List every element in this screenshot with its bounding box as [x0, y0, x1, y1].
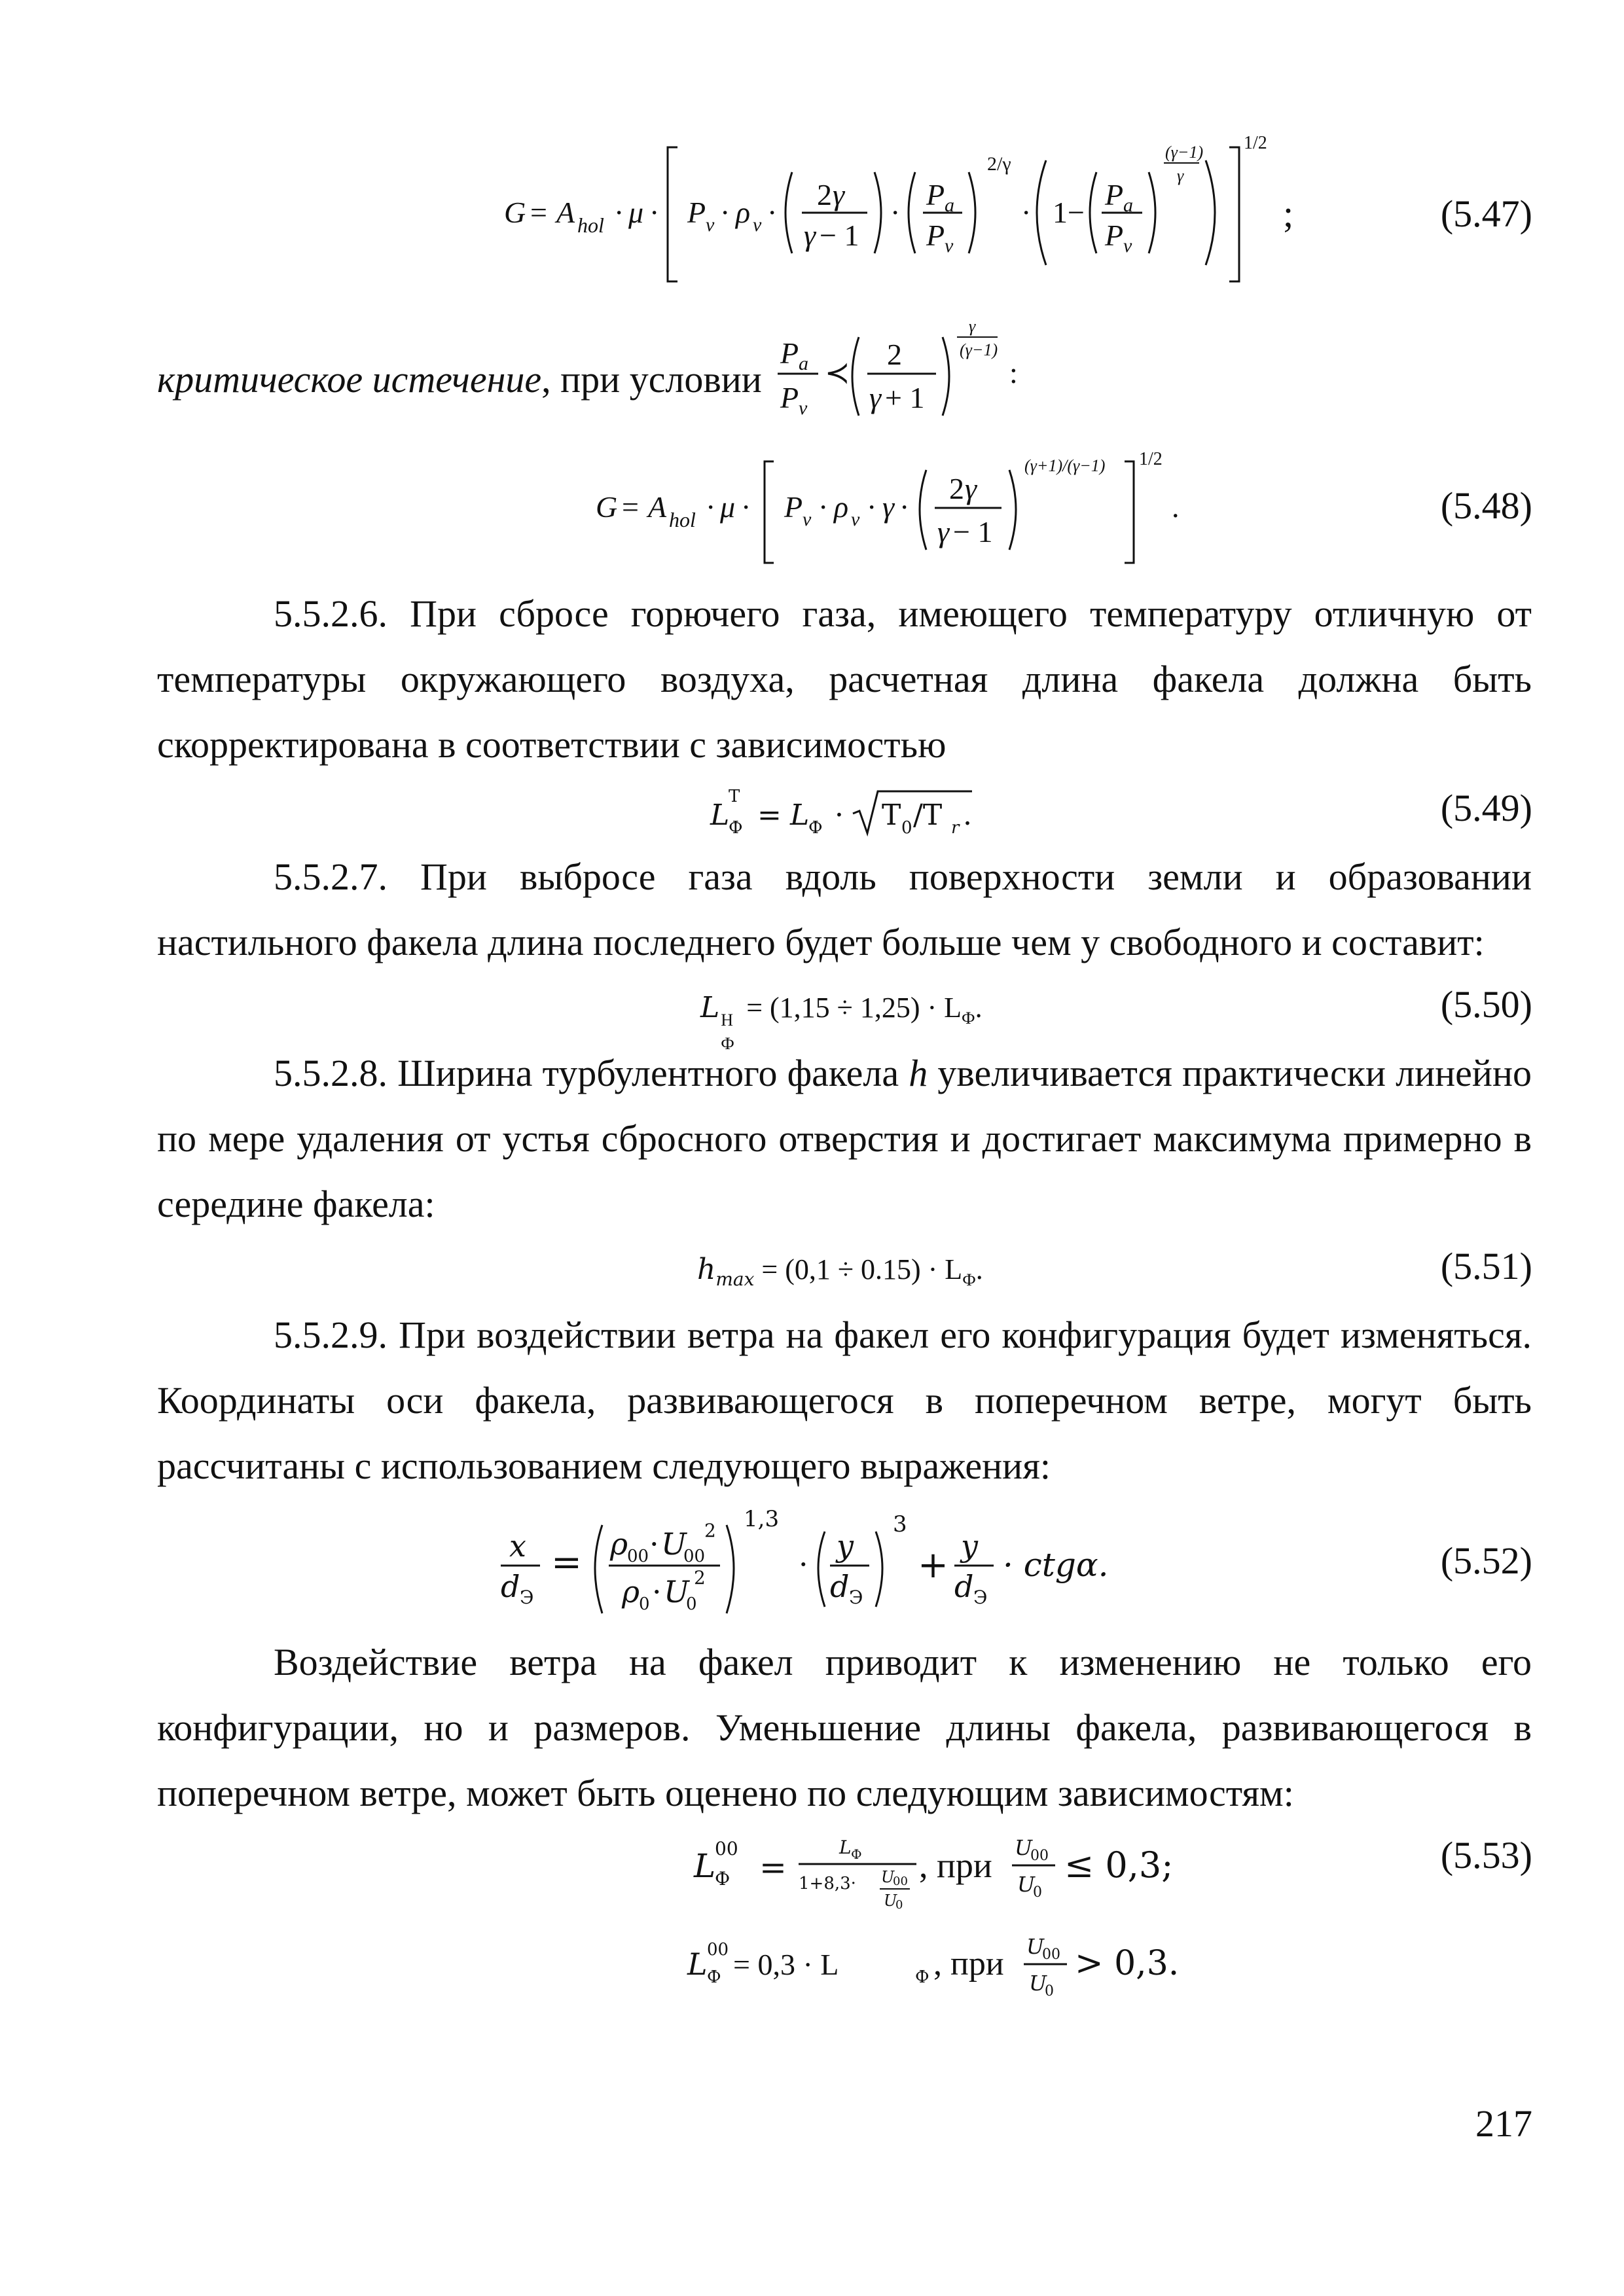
svg-text:L: L: [790, 798, 810, 832]
formula-5-48: [596, 449, 1185, 569]
svg-text:γ: γ: [804, 219, 816, 252]
f54-cmp: > 0,3.: [1075, 1944, 1180, 1983]
svg-text:P: P: [1105, 219, 1124, 252]
svg-text:L: L: [710, 798, 730, 832]
svg-text:ρ: ρ: [610, 1526, 628, 1562]
svg-text:0: 0: [895, 1898, 903, 1912]
paragraph-wind: [157, 1630, 1532, 1826]
svg-text:U: U: [664, 1574, 689, 1609]
f53-cmp: ≤ 0,3;: [1064, 1844, 1174, 1886]
svg-text:·: ·: [614, 196, 624, 229]
svg-text:≺: ≺: [825, 356, 850, 389]
svg-text:d: d: [830, 1569, 850, 1604]
svg-text:00: 00: [1042, 1946, 1060, 1963]
svg-text:− 1: − 1: [820, 219, 859, 252]
svg-text:·: ·: [741, 490, 751, 524]
f47-semicolon: ;: [1283, 192, 1294, 235]
svg-text:P: P: [780, 381, 799, 414]
f47-exp-frac-bot: γ: [1177, 166, 1184, 185]
p-5528-before: 5.5.2.8. Ширина турбулентного факела: [274, 1052, 899, 1094]
svg-text:=: =: [622, 490, 639, 524]
svg-text:0: 0: [901, 818, 912, 838]
svg-text:v: v: [851, 509, 860, 530]
svg-text:·: ·: [1021, 196, 1032, 229]
f48-end: .: [1172, 490, 1180, 524]
svg-text:γ: γ: [965, 472, 977, 505]
svg-text:U: U: [1015, 1835, 1032, 1860]
f48-outer: 1/2: [1139, 449, 1163, 469]
formula-critical-condition: [772, 317, 1047, 429]
svg-text:T: T: [882, 798, 901, 832]
svg-text:v: v: [753, 214, 762, 236]
svg-text:v: v: [799, 397, 808, 419]
f52-exp1: 1,3: [744, 1506, 780, 1532]
svg-text:·: ·: [649, 196, 660, 229]
eq-num-5-51: (5.51): [1440, 1245, 1532, 1287]
f51-end: .: [975, 1253, 983, 1285]
page-number: 217: [1475, 2102, 1532, 2145]
svg-text:P: P: [1105, 178, 1124, 211]
paragraph-5-5-2-6: [157, 581, 1532, 778]
formula-5-47: [504, 134, 1290, 291]
svg-text:A: A: [648, 490, 667, 524]
svg-text:P: P: [926, 219, 945, 252]
f54-pri: , при: [933, 1945, 1004, 1982]
svg-text:P: P: [780, 336, 799, 370]
paragraph-5-5-2-9: [157, 1302, 1532, 1499]
svg-text:2: 2: [949, 472, 964, 505]
paragraph-5-5-2-8: [157, 1041, 1532, 1237]
svg-text:γ: γ: [937, 515, 950, 548]
svg-text:Ф: Ф: [729, 818, 743, 838]
svg-text:U: U: [1029, 1971, 1047, 1996]
svg-text:− 1: − 1: [953, 515, 993, 548]
f50-end: .: [975, 992, 983, 1024]
critical-flow-rest: , при условии: [541, 358, 762, 401]
svg-text:d: d: [954, 1569, 974, 1604]
eq-num-5-50: (5.50): [1440, 983, 1532, 1026]
svg-text:ρ: ρ: [834, 490, 849, 524]
svg-text:·: ·: [799, 1547, 808, 1582]
formula-5-51: $h_{max} = (0,1 \div 0.15) \cdot L_Ф$.: [697, 1253, 983, 1290]
svg-text:hol: hol: [669, 508, 696, 531]
svg-text:d: d: [501, 1569, 520, 1604]
svg-text:v: v: [945, 235, 954, 257]
svg-text:v: v: [1123, 235, 1132, 257]
svg-text:00: 00: [893, 1874, 908, 1888]
svg-text:r: r: [951, 818, 960, 838]
svg-text:hol: hol: [577, 213, 604, 237]
svg-text:·: ·: [867, 490, 877, 524]
svg-text:·: ·: [899, 490, 910, 524]
formula-5-52: [497, 1505, 1185, 1630]
svg-text:Т: Т: [729, 787, 740, 806]
cond-exp-top: γ: [969, 317, 976, 336]
formula-5-49: [710, 782, 1038, 848]
svg-text:Ф: Ф: [808, 818, 823, 838]
eq-num-5-49: (5.49): [1440, 787, 1532, 829]
critical-flow-lead: [157, 357, 762, 403]
svg-text:a: a: [1123, 194, 1133, 216]
f53-pri: , при: [919, 1846, 992, 1885]
cond-exp-bot: (γ−1): [960, 340, 998, 359]
f51-lhs: h: [697, 1253, 716, 1286]
svg-text:0: 0: [1033, 1884, 1042, 1901]
svg-text:Э: Э: [849, 1587, 863, 1608]
svg-text:γ: γ: [833, 178, 845, 211]
svg-text:Э: Э: [973, 1587, 988, 1608]
formula-5-53: [694, 1820, 1218, 1931]
f52-tail: · ctgα.: [1003, 1546, 1109, 1584]
svg-text:/T: /T: [913, 798, 943, 832]
f50-sup: Н: [721, 1011, 733, 1030]
f48-exp: (γ+1)/(γ−1): [1024, 456, 1106, 475]
svg-text:=: =: [551, 1541, 582, 1584]
f50-rhs: = (1,15 ÷ 1,25) · L: [739, 992, 962, 1024]
svg-text:γ: γ: [882, 490, 895, 524]
svg-text:U: U: [881, 1868, 895, 1886]
f51-sub: max: [715, 1268, 755, 1290]
svg-text:L: L: [839, 1837, 852, 1858]
f47-exp-outer: 1/2: [1244, 133, 1267, 153]
svg-text:L: L: [687, 1946, 708, 1982]
svg-text:Э: Э: [520, 1587, 534, 1608]
svg-text:0: 0: [1045, 1983, 1054, 2000]
svg-text:ρ: ρ: [736, 196, 751, 229]
svg-text:00: 00: [1030, 1848, 1049, 1864]
svg-text:2: 2: [704, 1520, 716, 1541]
svg-text:=: =: [530, 196, 547, 229]
svg-text:y: y: [837, 1528, 854, 1564]
svg-text:x: x: [509, 1528, 526, 1564]
svg-text:=: =: [759, 1848, 787, 1886]
f50-lhs: L: [700, 991, 720, 1024]
svg-text:+ 1: + 1: [885, 381, 925, 414]
p-5526-text: 5.5.2.6. При сбросе горючего газа, имеющего температуру отличную от температуры окружающего воздуха, расчетная длина факела должна быть скорректирована в соответствии с зависимостью: [157, 592, 1532, 766]
svg-text:P: P: [926, 178, 945, 211]
svg-text:v: v: [803, 509, 812, 530]
svg-text:·: ·: [890, 196, 901, 229]
critical-flow-italic: критическое истечение: [157, 358, 542, 401]
svg-text:00: 00: [683, 1547, 706, 1566]
f47-exp-inner: 2/γ: [987, 153, 1011, 175]
p-wind-text: Воздействие ветра на факел приводит к изменению не только его конфигурации, но и размеров. Уменьшение длины факела, развивающегося в поперечном ветре, может быть оценено по следующим зависимостям:: [157, 1641, 1532, 1814]
f52-exp2: 3: [893, 1511, 907, 1537]
f54-rhs: = 0,3 · L: [733, 1948, 839, 1981]
p-5527-text: 5.5.2.7. При выбросе газа вдоль поверхности земли и образовании настильного факела длина последнего будет больше чем у свободного и составит:: [157, 855, 1532, 963]
critical-colon: :: [1009, 356, 1018, 389]
formula-5-50: L Н Ф = $(1,15 \div 1,25) \cdot L_Ф$.: [700, 991, 983, 1053]
paragraph-5-5-2-7: [157, 844, 1532, 975]
svg-text:γ: γ: [869, 381, 882, 414]
svg-text:A: A: [556, 196, 575, 229]
eq-num-5-52: (5.52): [1440, 1539, 1532, 1582]
svg-text:·: ·: [835, 798, 844, 832]
svg-text:Ф: Ф: [715, 1868, 731, 1890]
svg-text:G: G: [596, 490, 618, 524]
f53-den: 1+8,3·: [799, 1874, 856, 1893]
eq-num-5-48: (5.48): [1440, 484, 1532, 527]
p-5528-after: увеличивается практически линейно по мере удаления от устья сбросного отверстия и достигает максимума примерно в середине факела:: [157, 1052, 1532, 1225]
svg-text:Ф: Ф: [707, 1967, 721, 1987]
svg-text:1−: 1−: [1053, 196, 1085, 229]
svg-text:P: P: [784, 490, 803, 524]
svg-text:2: 2: [817, 178, 832, 211]
svg-text:=: =: [757, 798, 782, 832]
svg-text:.: .: [963, 798, 972, 832]
svg-text:a: a: [945, 194, 954, 216]
svg-text:U: U: [1026, 1934, 1044, 1959]
svg-text:+: +: [918, 1544, 948, 1587]
svg-text:0: 0: [686, 1594, 697, 1614]
svg-text:Ф: Ф: [915, 1967, 929, 1987]
svg-text:2: 2: [694, 1567, 706, 1588]
svg-text:U: U: [884, 1892, 897, 1910]
svg-text:·: ·: [720, 196, 731, 229]
svg-text:00: 00: [707, 1940, 729, 1960]
svg-text:ρ: ρ: [622, 1574, 640, 1609]
svg-text:Ф: Ф: [851, 1846, 862, 1862]
formula-5-53b: [687, 1928, 1180, 2013]
svg-text:μ: μ: [720, 490, 736, 524]
svg-text:2: 2: [887, 338, 902, 371]
f47-exp-frac-top: (γ−1): [1165, 143, 1204, 162]
eq-num-5-53: (5.53): [1440, 1834, 1532, 1876]
svg-text:y: y: [961, 1528, 978, 1564]
p-5529-text: 5.5.2.9. При воздействии ветра на факел его конфигурация будет изменяться. Координаты оси факела, развивающегося в поперечном ветре, могут быть рассчитаны с использованием следующего выражения:: [157, 1314, 1532, 1487]
svg-text:G: G: [504, 196, 526, 229]
svg-text:·: ·: [652, 1574, 662, 1609]
svg-text:·: ·: [706, 490, 716, 524]
svg-text:U: U: [661, 1526, 687, 1562]
svg-text:00: 00: [627, 1547, 649, 1566]
eq-num-5-47: (5.47): [1440, 192, 1532, 235]
svg-text:L: L: [694, 1847, 716, 1885]
svg-text:·: ·: [818, 490, 829, 524]
svg-text:a: a: [799, 353, 808, 374]
svg-text:·: ·: [767, 196, 778, 229]
svg-text:U: U: [1017, 1872, 1035, 1897]
f53-sup: 00: [715, 1838, 738, 1859]
svg-text:v: v: [706, 214, 715, 236]
svg-text:μ: μ: [628, 196, 644, 229]
p-5528-var: h: [909, 1052, 928, 1094]
svg-text:P: P: [687, 196, 706, 229]
svg-text:0: 0: [639, 1594, 650, 1614]
f51-rhs: = (0,1 ÷ 0.15) · L: [754, 1253, 963, 1285]
svg-text:·: ·: [649, 1526, 659, 1562]
